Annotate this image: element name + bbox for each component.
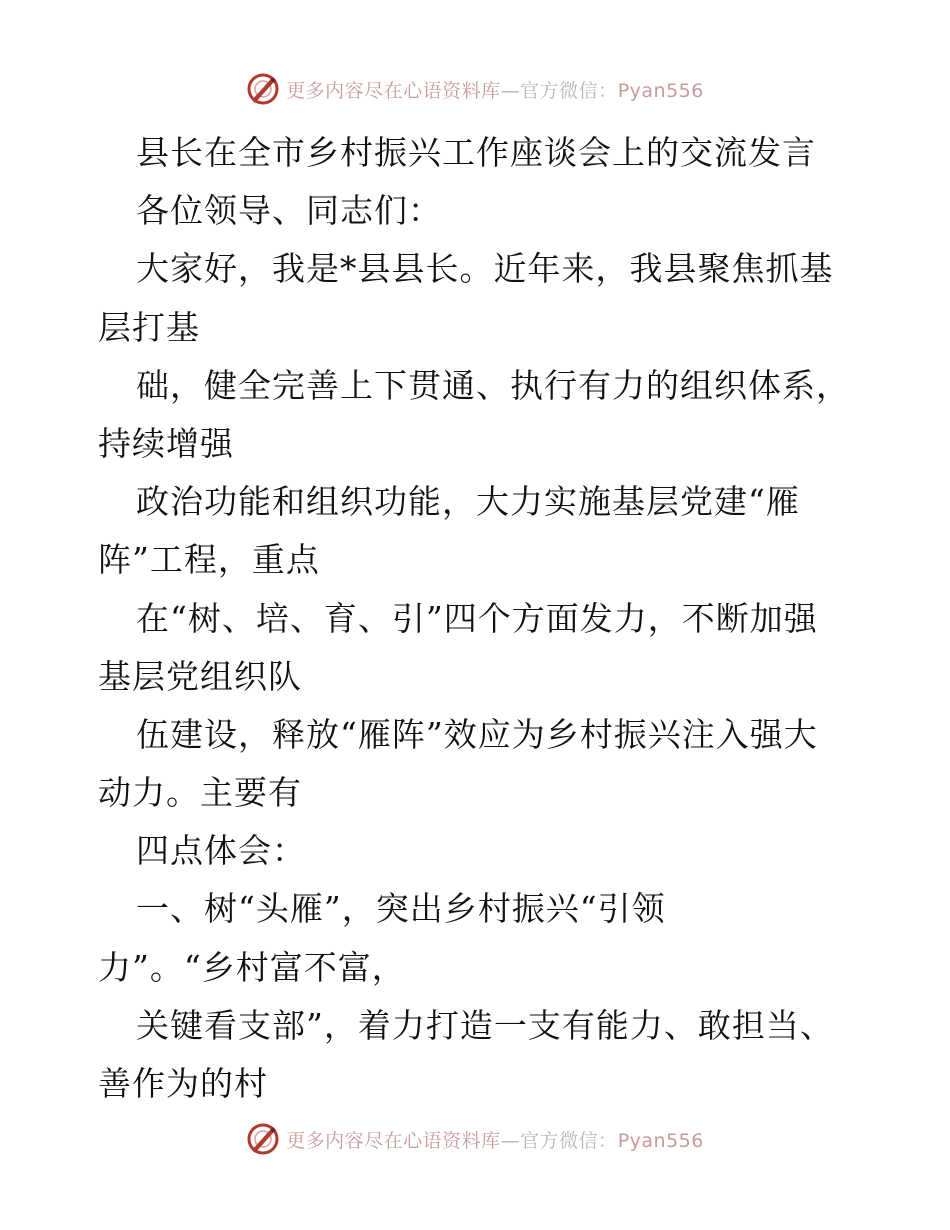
- watermark-separator: —: [500, 1129, 521, 1152]
- watermark-main-text: 更多内容尽在心语资料库: [286, 79, 501, 102]
- watermark-text: [286, 1126, 704, 1153]
- body-line: 层打基: [98, 307, 200, 347]
- watermark-wechat-id: Pyan556: [617, 1129, 704, 1152]
- footer-watermark: [0, 1122, 950, 1156]
- body-line: 持续增强: [98, 423, 234, 463]
- header-watermark: [0, 72, 950, 106]
- body-line: 关键看支部”，着力打造一支有能力、敢担当、: [136, 1005, 834, 1045]
- watermark-wechat-label: 官方微信：: [520, 1129, 618, 1152]
- watermark-wechat-id: Pyan556: [617, 79, 704, 102]
- body-line: 四点体会：: [136, 831, 306, 871]
- watermark-text: [286, 76, 704, 103]
- pen-logo-icon: [246, 72, 280, 106]
- pen-logo-icon: [246, 1122, 280, 1156]
- body-line: 大家好，我是*县县长。近年来，我县聚焦抓基: [136, 249, 834, 289]
- body-line: 在“树、培、育、引”四个方面发力，不断加强: [136, 598, 818, 638]
- body-line: 阵”工程，重点: [98, 540, 320, 580]
- body-line: 伍建设，释放“雁阵”效应为乡村振兴注入强大: [136, 714, 818, 754]
- section-heading-line: 一、树“头雁”，突出乡村振兴“引领: [136, 889, 666, 929]
- watermark-separator: —: [500, 79, 521, 102]
- body-line: 基层党组织队: [98, 656, 302, 696]
- document-body: [98, 124, 868, 1113]
- body-line: 善作为的村: [98, 1064, 268, 1103]
- salutation: 各位领导、同志们：: [136, 191, 442, 231]
- body-line: 础，健全完善上下贯通、执行有力的组织体系，: [136, 365, 850, 405]
- document-title: 县长在全市乡村振兴工作座谈会上的交流发言: [136, 133, 816, 172]
- watermark-main-text: 更多内容尽在心语资料库: [286, 1129, 501, 1152]
- body-line: 政治功能和组织功能，大力实施基层党建“雁: [136, 482, 800, 522]
- watermark-wechat-label: 官方微信：: [520, 79, 618, 102]
- body-line: 力”。“乡村富不富，: [98, 947, 406, 987]
- body-line: 动力。主要有: [98, 773, 302, 813]
